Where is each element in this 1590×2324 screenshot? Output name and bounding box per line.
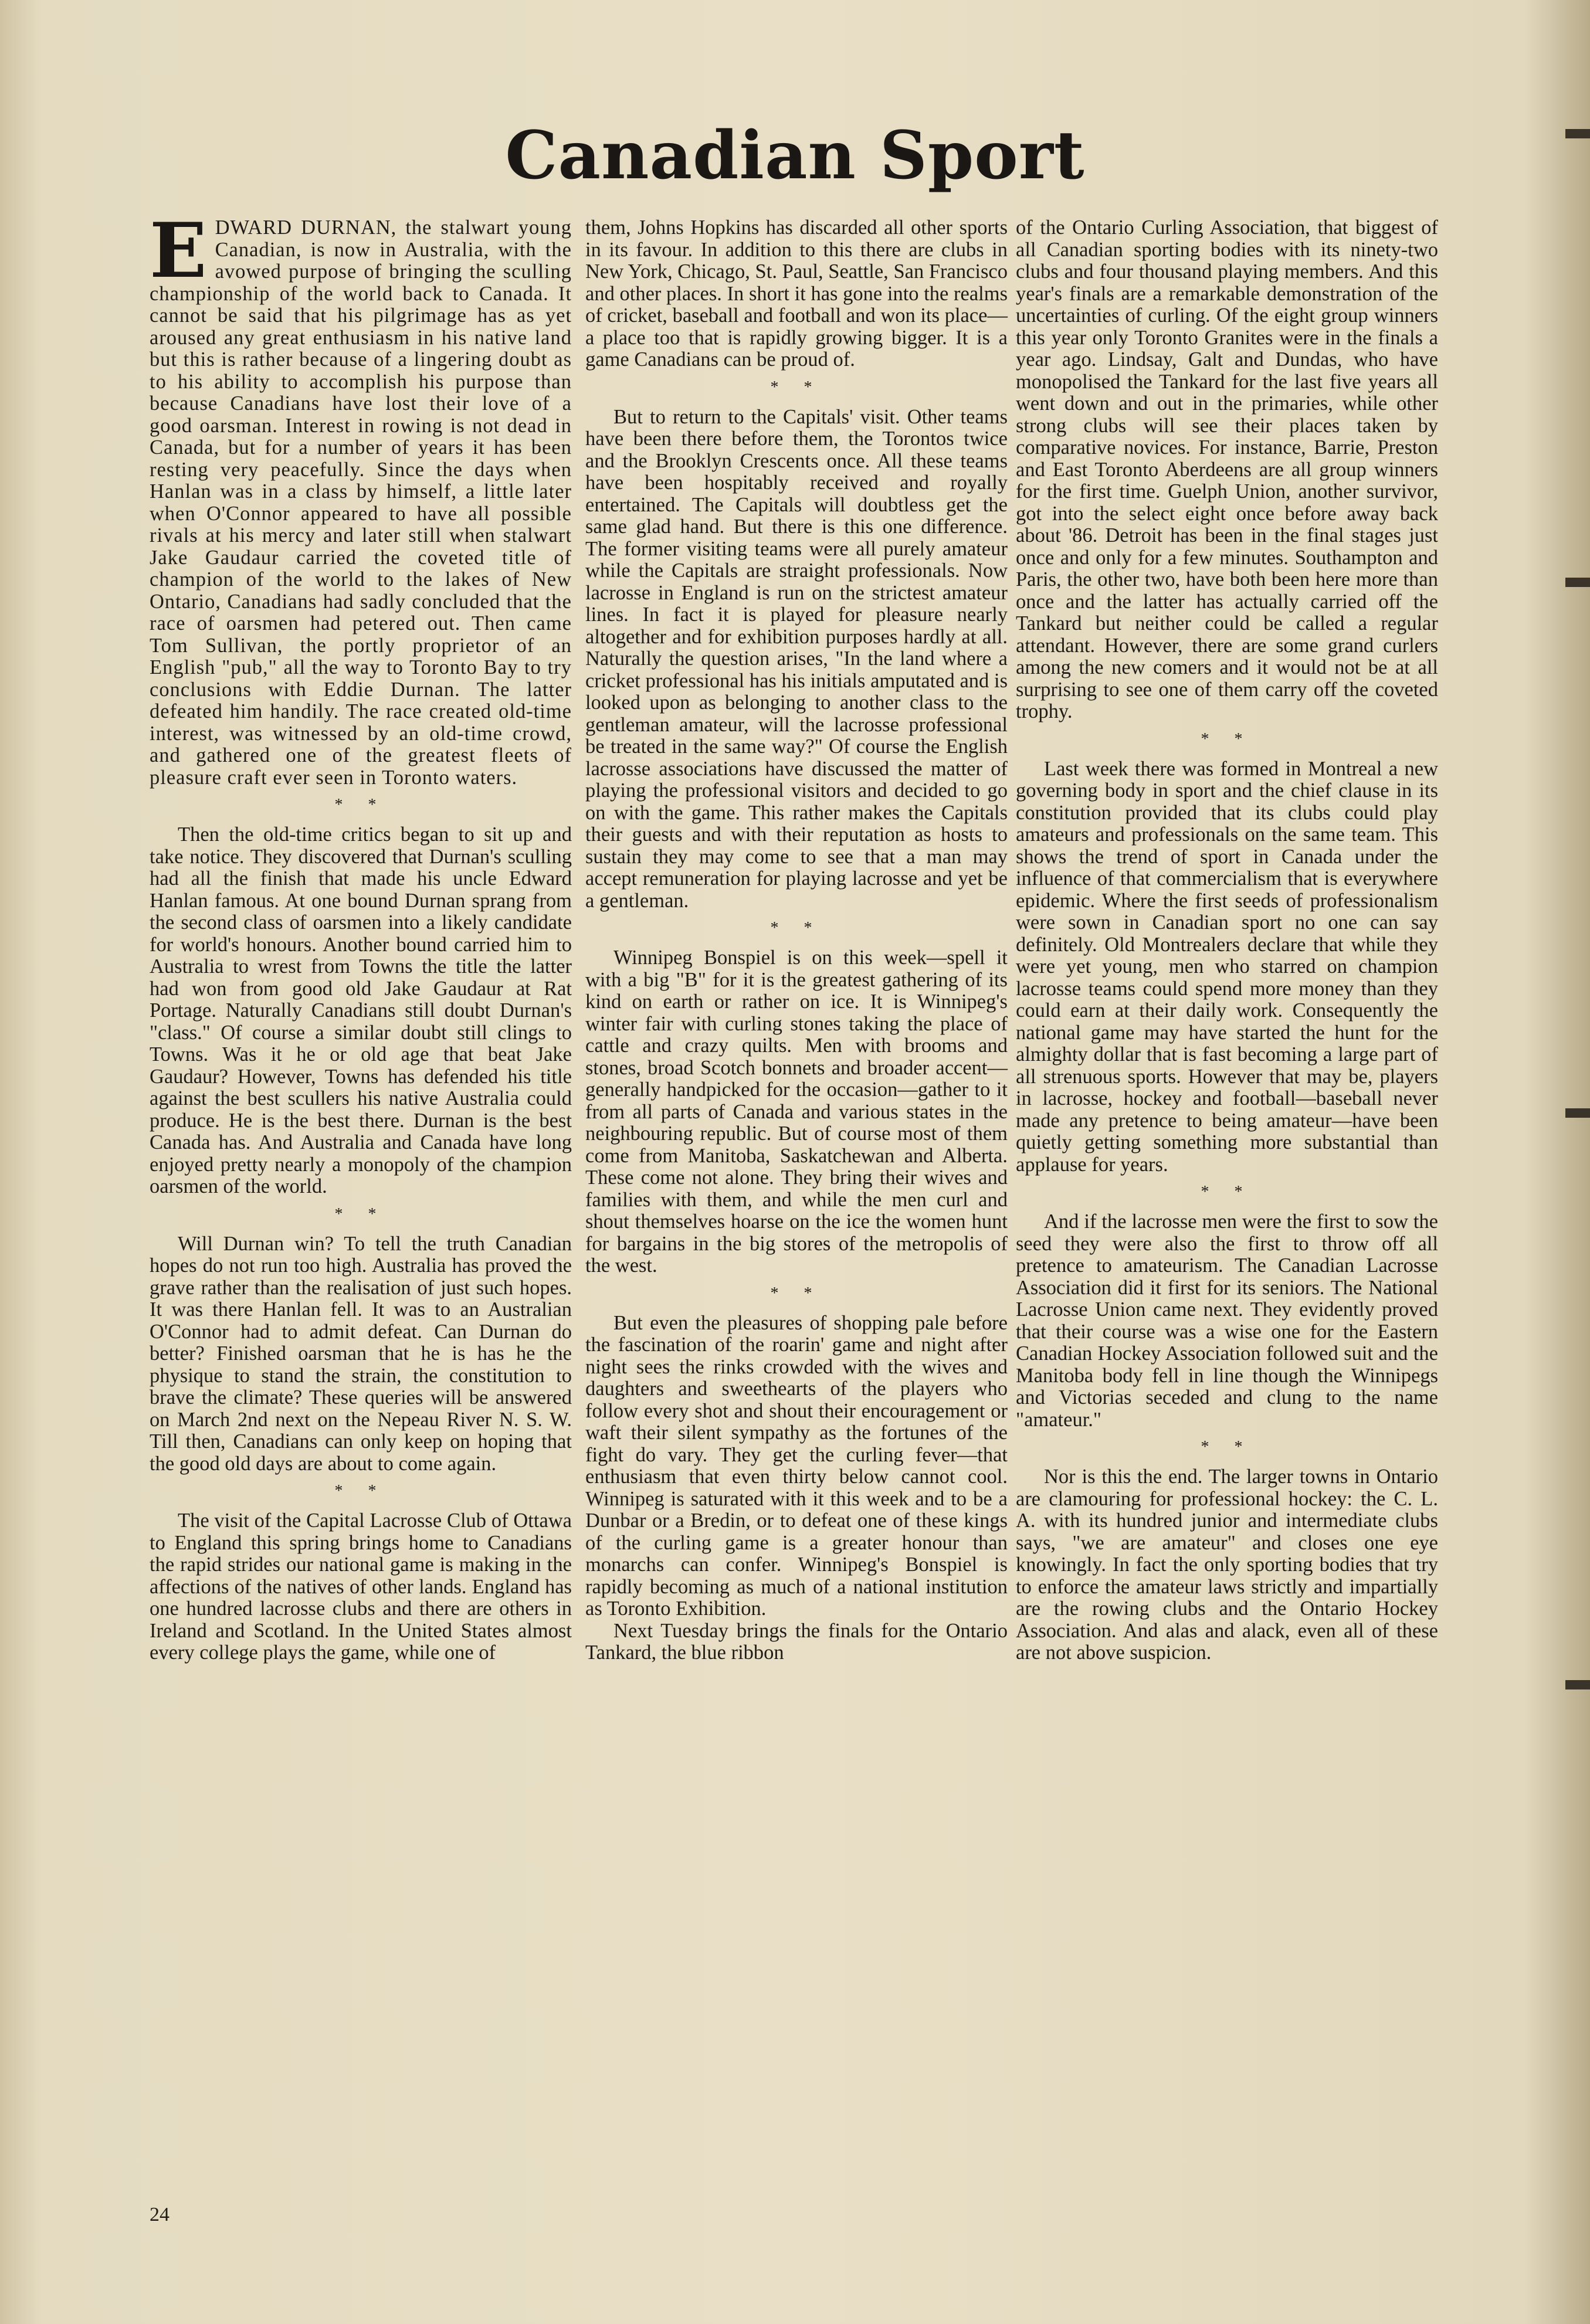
section-separator: * * bbox=[334, 1205, 387, 1223]
paragraph: Next Tuesday brings the finals for the Ontario Tankard, the blue ribbon bbox=[585, 1619, 1008, 1664]
article-column-2 bbox=[585, 217, 1008, 1664]
section-separator: * * bbox=[770, 378, 823, 396]
paragraph: of the Ontario Curling Association, that biggest of all Canadian sporting bodies with its ninety-two clubs and four thousand playing members. And this year's finals are a remarkable demonstration of the uncertainties of curling. Of the eight group winners this year only Toronto Granites were in the finals a year ago. Lindsay, Galt and Dundas, who have monopolised the Tankard for the last five years all went down and out in the primaries, while other strong clubs will see their places taken by comparative novices. For instance, Barrie, Preston and East Toronto Aberdeens are all group winners for the first time. Guelph Union, another survivor, got into the select eight once before away back about '86. Detroit has been in the final stages just once and only for a few minutes. Southampton and Paris, the other two, have both been here more than once and the latter has actually carried off the Tankard but neither could be called a regular attendant. However, there are some grand curlers among the new comers and it would not be at all surprising to see one of them carry off the coveted trophy. bbox=[1016, 216, 1438, 722]
paragraph: Will Durnan win? To tell the truth Canadian hopes do not run too high. Australia has proved the grave rather than the realisation of just such hopes. It was there Hanlan fell. It was to an Australian O'Connor had to admit defeat. Can Durnan do better? Finished oarsman that he is has he the physique to stand the strain, the constitution to brave the climate? These queries will be answered on March 2nd next on the Nepeau River N. S. W. Till then, Canadians can only keep on hoping that the good old days are about to come again. bbox=[150, 1232, 572, 1475]
paragraph: And if the lacrosse men were the first to sow the seed they were also the first to throw off all pretence to amateurism. The Canadian Lacrosse Association did it first for its seniors. The National Lacrosse Union came next. They evidently proved that their course was a wise one for the Eastern Canadian Hockey Association followed suit and the Manitoba body fell in line though the Winnipegs and Victorias seceded and clung to the name "amateur." bbox=[1016, 1210, 1438, 1431]
paragraph: Then the old-time critics began to sit up and take notice. They discovered that Durnan's sculling had all the finish that made his uncle Edward Hanlan famous. At one bound Durnan sprang from the second class of oarsmen into a likely candidate for world's honours. Another bound carried him to Australia to wrest from Towns the title the latter had won from good old Jake Gaudaur at Rat Portage. Naturally Canadians still doubt Durnan's "class." Of course a similar doubt still clings to Towns. Was it he or old age that beat Jake Gaudaur? However, Towns has defended his title against the best scullers his native Australia could produce. He is the best there. Durnan is the best Canada has. And Australia and Canada have long enjoyed pretty nearly a monopoly of the champion oarsmen of the world. bbox=[150, 823, 572, 1197]
page-title: Canadian Sport bbox=[505, 117, 1085, 194]
paragraph: The visit of the Capital Lacrosse Club of Ottawa to England this spring brings home to Canadians the rapid strides our national game is making in the affections of the natives of other lands. England has one hundred lacrosse clubs and there are others in Ireland and Scotland. In the United States almost every college plays the game, while one of bbox=[150, 1509, 572, 1664]
binder-mark bbox=[1565, 1108, 1590, 1118]
article-column-1 bbox=[150, 207, 572, 1664]
section-separator: * * bbox=[334, 1482, 387, 1500]
binder-mark bbox=[1565, 578, 1590, 587]
paragraph: Winnipeg Bonspiel is on this week—spell it with a big "B" for it is the greatest gathering of its kind on earth or rather on ice. It is Winnipeg's winter fair with curling stones taking the place of cattle and crazy quilts. Men with brooms and stones, broad Scotch bonnets and broader accent—generally handpicked for the occasion—gather to it from all parts of Canada and various states in the neighbouring republic. But of course most of them come from Manitoba, Saskatchewan and Alberta. These come not alone. They bring their wives and families with them, and while the men curl and shout themselves hoarse on the ice the women hunt for bargains in the big stores of the metropolis of the west. bbox=[585, 946, 1008, 1277]
drop-cap: E bbox=[150, 207, 207, 295]
section-separator: * * bbox=[334, 796, 387, 814]
paragraph: DWARD DURNAN, the stalwart young Canadian, is now in Australia, with the avowed purpose of bringing the sculling championship of the world back to Canada. It cannot be said that his pilgrimage has as yet aroused any great enthusiasm in his native land but this is rather because of a lingering doubt as to his ability to accomplish his purpose than because Canadians have lost their love of a good oarsman. Interest in rowing is not dead in Canada, but for a number of years it has been resting very peacefully. Since the days when Hanlan was in a class by himself, a little later when O'Connor appeared to have all possible rivals at his mercy and later still when stalwart Jake Gaudaur carried the coveted title of champion of the world to the lakes of New Ontario, Canadians had sadly concluded that the race of oarsmen had petered out. Then came Tom Sullivan, the portly proprietor of an English "pub," all the way to Toronto Bay to try conclusions with Eddie Durnan. The latter defeated him handily. The race created old-time interest, was witnessed by an old-time crowd, and gathered one of the greatest fleets of pleasure craft ever seen in Toronto waters. bbox=[150, 216, 572, 789]
page-number: 24 bbox=[150, 2204, 169, 2225]
paragraph: But to return to the Capitals' visit. Other teams have been there before them, the Torontos twice and the Brooklyn Crescents once. All these teams have been hospitably received and royally entertained. The Capitals will doubtless get the same glad hand. But there is this one difference. The former visiting teams were all purely amateur while the Capitals are straight professionals. Now lacrosse in England is run on the strictest amateur lines. In fact it is played for pleasure nearly altogether and for exhibition purposes hardly at all. Naturally the question arises, "In the land where a cricket professional has his initials amputated and is looked upon as belonging to another class to the gentleman amateur, will the lacrosse professional be treated in the same way?" Of course the English lacrosse associations have discussed the matter of playing the professional visitors and decided to go on with the game. This rather makes the Capitals their guests and with their reputation as hosts to sustain they may come to see that a man may accept remuneration for playing lacrosse and yet be a gentleman. bbox=[585, 405, 1008, 912]
article-column-3 bbox=[1016, 217, 1438, 1664]
section-separator: * * bbox=[1201, 730, 1253, 748]
paragraph: Last week there was formed in Montreal a new governing body in sport and the chief clause in its constitution provided that its clubs could play amateurs and professionals on the same team. This shows the trend of sport in Canada under the influence of that commercialism that is everywhere epidemic. Where the first seeds of professionalism were sown in Canadian sport no one can say definitely. Old Montrealers declare that while they were yet young, men who starred on champion lacrosse teams could spend more money than they could earn at their daily work. Consequently the national game may have started the hunt for the almighty dollar that is fast becoming a large part of all strenuous sports. However that may be, players in lacrosse, hockey and football—baseball never made any pretence to being amateur—have been quietly getting something more substantial than applause for years. bbox=[1016, 757, 1438, 1176]
section-separator: * * bbox=[770, 919, 823, 937]
section-separator: * * bbox=[1201, 1183, 1253, 1201]
paragraph: But even the pleasures of shopping pale before the fascination of the roarin' game and night after night sees the rinks crowded with the wives and daughters and sweethearts of the players who follow every shot and shout their encouragement or waft their silent sympathy as the fortunes of the fight do vary. They get the curling fever—that enthusiasm that even thirty below cannot cool. Winnipeg is saturated with it this week and to be a Dunbar or a Bredin, or to defeat one of these kings of the curling game is a greater honour than monarchs can confer. Winnipeg's Bonspiel is rapidly becoming as much of a national institution as Toronto Exhibition. bbox=[585, 1311, 1008, 1620]
paragraph: Nor is this the end. The larger towns in Ontario are clamouring for professional hockey: the C. L. A. with its hundred junior and intermediate clubs says, "we are amateur" and closes one eye knowingly. In fact the only sporting bodies that try to enforce the amateur laws strictly and impartially are the rowing clubs and the Ontario Hockey Association. And alas and alack, even all of these are not above suspicion. bbox=[1016, 1465, 1438, 1664]
section-separator: * * bbox=[1201, 1438, 1253, 1456]
binder-mark bbox=[1565, 1680, 1590, 1689]
paragraph: them, Johns Hopkins has discarded all other sports in its favour. In addition to this there are clubs in New York, Chicago, St. Paul, Seattle, San Francisco and other places. In short it has gone into the realms of cricket, baseball and football and won its place—a place too that is rapidly growing bigger. It is a game Canadians can be proud of. bbox=[585, 216, 1008, 371]
section-separator: * * bbox=[770, 1284, 823, 1302]
